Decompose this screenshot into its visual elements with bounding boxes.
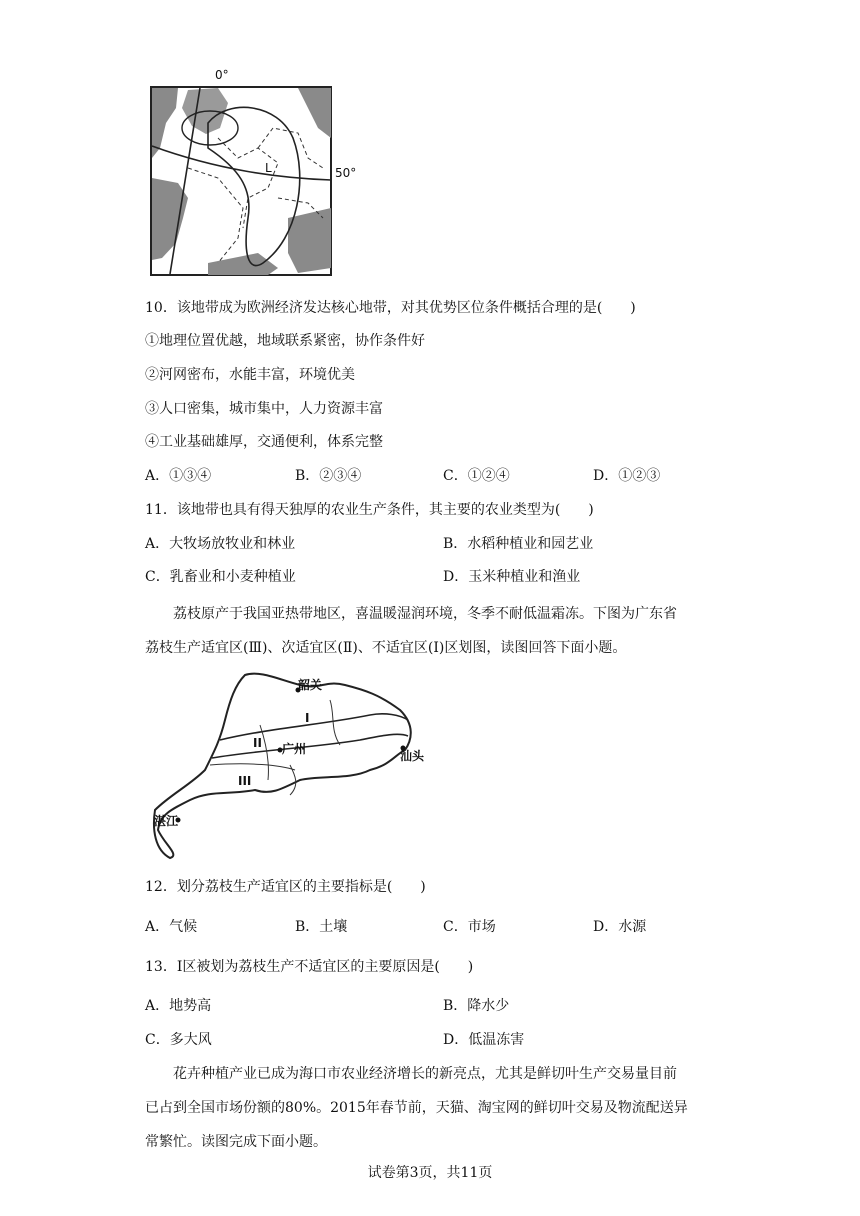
q10-statement-3: ③人口密集，城市集中，人力资源丰富 (145, 401, 383, 417)
zone-iii-label: III (238, 774, 252, 788)
parallel-label: 50° (335, 166, 357, 180)
q10-option-b[interactable]: B．②③④ (295, 468, 362, 484)
city-guangzhou: 广州 (282, 742, 307, 756)
meridian-label: 0° (215, 68, 229, 82)
q10-stem: 10．该地带成为欧洲经济发达核心地带，对其优势区位条件概括合理的是( ) (145, 300, 636, 316)
flower-passage-line-3: 常繁忙。读图完成下面小题。 (145, 1134, 327, 1150)
q10-statement-4: ④工业基础雄厚，交通便利，体系完整 (145, 434, 383, 450)
zone-i-label: I (305, 711, 310, 725)
zone-ii-label: II (253, 736, 262, 750)
lychee-passage (145, 597, 720, 665)
q11-stem: 11．该地带也具有得天独厚的农业生产条件，其主要的农业类型为( ) (145, 502, 594, 518)
q12-stem: 12．划分荔枝生产适宜区的主要指标是( ) (145, 879, 426, 895)
flower-passage-line-1: 花卉种植产业已成为海口市农业经济增长的新亮点，尤其是鲜切叶生产交易量目前 (173, 1066, 677, 1082)
q12-option-d[interactable]: D．水源 (593, 919, 647, 935)
q10-option-a[interactable]: A．①③④ (145, 468, 212, 484)
q13-stem: 13．I区被划为荔枝生产不适宜区的主要原因是( ) (145, 959, 474, 975)
city-shantou: 汕头 (400, 749, 425, 763)
q11-option-b[interactable]: B．水稻种植业和园艺业 (443, 536, 594, 552)
city-zhanjiang: 湛江 (154, 814, 179, 828)
guangdong-map-svg (150, 670, 435, 860)
europe-map (148, 68, 363, 280)
q11-option-d[interactable]: D．玉米种植业和渔业 (443, 569, 581, 585)
q13-option-a[interactable]: A．地势高 (145, 998, 212, 1014)
flower-passage-line-2: 已占到全国市场份额的80%。2015年春节前，天猫、淘宝网的鲜切叶交易及物流配送异 (145, 1100, 688, 1116)
q10-option-c[interactable]: C．①②④ (443, 468, 510, 484)
europe-map-svg (148, 68, 363, 280)
guangdong-map (150, 670, 435, 860)
q10-option-d[interactable]: D．①②③ (593, 468, 661, 484)
q10-statement-2: ②河网密布，水能丰富，环境优美 (145, 367, 355, 383)
q12-option-a[interactable]: A．气候 (145, 919, 198, 935)
lychee-passage-line-1: 荔枝原产于我国亚热带地区，喜温暖湿润环境，冬季不耐低温霜冻。下图为广东省 (173, 606, 677, 622)
lychee-passage-line-2: 荔枝生产适宜区(Ⅲ)、次适宜区(Ⅱ)、不适宜区(Ⅰ)区划图，读图回答下面小题。 (145, 640, 627, 656)
q11-option-a[interactable]: A．大牧场放牧业和林业 (145, 536, 296, 552)
q12-option-c[interactable]: C．市场 (443, 919, 496, 935)
q13-option-c[interactable]: C．多大风 (145, 1032, 212, 1048)
q13-option-d[interactable]: D．低温冻害 (443, 1032, 525, 1048)
flower-passage (145, 1057, 720, 1159)
q13-option-b[interactable]: B．降水少 (443, 998, 510, 1014)
city-shaoguan: 韶关 (298, 678, 323, 692)
q12-option-b[interactable]: B．土壤 (295, 919, 348, 935)
q11-option-c[interactable]: C．乳畜业和小麦种植业 (145, 569, 296, 585)
q10-statement-1: ①地理位置优越，地域联系紧密，协作条件好 (145, 333, 425, 349)
page-footer: 试卷第3页，共11页 (367, 1165, 493, 1181)
belt-label: L (265, 161, 272, 175)
